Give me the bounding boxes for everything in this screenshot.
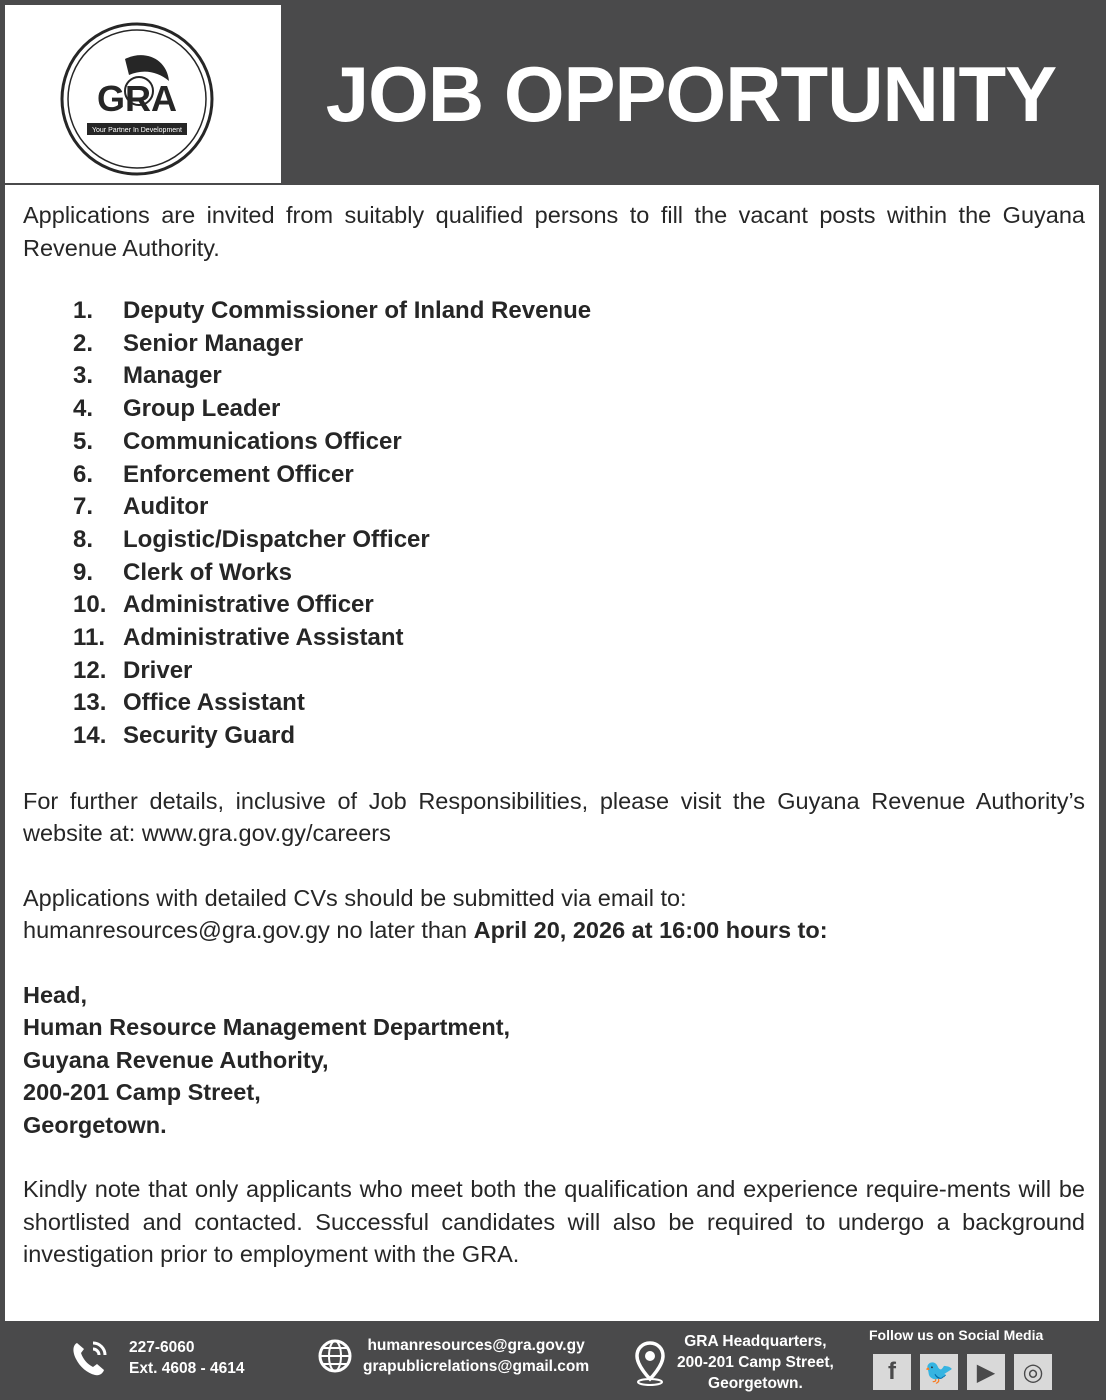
submission-email[interactable]: humanresources@gra.gov.gy: [23, 917, 330, 944]
note-text: Kindly note that only applicants who meet both the qualification and experience require-ments will be shortlisted and contacted. Successful candidates will also be required to undergo a background investigation prior to employment with the GRA.: [23, 1176, 1085, 1268]
job-number: 3.: [73, 362, 94, 390]
logo-tagline: Your Partner In Development: [91, 127, 183, 134]
job-number: 4.: [73, 395, 94, 423]
submission-deadline: April 20, 2026 at 16:00 hours to:: [473, 917, 828, 944]
job-title: Office Assistant: [123, 689, 305, 717]
hq-line3: Georgetown.: [708, 1375, 803, 1392]
hq-line2: 200-201 Camp Street,: [677, 1354, 834, 1371]
phone-number[interactable]: 227-6060: [129, 1339, 195, 1356]
address-line4: 200-201 Camp Street,: [23, 1079, 261, 1106]
hq-block: [633, 1331, 834, 1394]
contact-footer: [3, 1321, 1101, 1394]
facebook-icon[interactable]: f: [873, 1354, 911, 1390]
job-number: 1.: [73, 297, 94, 324]
intro-text: Applications are invited from suitably qualified persons to fill the vacant posts within the Guyana Revenue Authority.: [23, 202, 1085, 261]
job-number: 11.: [73, 624, 106, 652]
footer-email-hr[interactable]: humanresources@gra.gov.gy: [367, 1337, 585, 1354]
job-number: 2.: [73, 329, 94, 357]
job-title: Security Guard: [123, 722, 296, 750]
youtube-icon[interactable]: ▶: [967, 1354, 1005, 1390]
advert-body: [5, 185, 1099, 1321]
job-number: 7.: [73, 493, 94, 521]
logo-letters: GRA: [97, 78, 177, 119]
job-title: Group Leader: [123, 395, 281, 423]
job-item: [73, 622, 1085, 655]
address-line2: Human Resource Management Department,: [23, 1014, 511, 1041]
job-number: 12.: [73, 656, 107, 684]
job-title: Driver: [123, 656, 193, 684]
page-title: JOB OPPORTUNITY: [325, 49, 1057, 138]
job-item: [73, 328, 1085, 361]
job-number: 8.: [73, 525, 94, 553]
location-pin-icon: [633, 1339, 667, 1387]
gra-logo: [57, 19, 217, 179]
social-links: [873, 1354, 1052, 1390]
job-item: [73, 655, 1085, 688]
job-item: [73, 720, 1085, 753]
logo-panel: [5, 5, 281, 183]
hq-line1: GRA Headquarters,: [684, 1333, 827, 1350]
address-line1: Head,: [23, 981, 87, 1008]
job-item: [73, 360, 1085, 393]
job-item: [73, 524, 1085, 557]
job-title: Manager: [123, 362, 222, 390]
footer-email-pr[interactable]: grapublicrelations@gmail.com: [363, 1358, 590, 1375]
address-line3: Guyana Revenue Authority,: [23, 1046, 329, 1073]
job-title: Deputy Commissioner of Inland Revenue: [123, 297, 592, 324]
twitter-icon[interactable]: 🐦: [920, 1354, 958, 1390]
submission-middle: no later than: [329, 917, 474, 944]
job-title: Senior Manager: [123, 329, 304, 357]
mailing-address: [23, 979, 1085, 1142]
email-block: [315, 1335, 589, 1377]
job-list: [23, 295, 1085, 753]
job-title: Auditor: [123, 493, 209, 521]
phone-icon: [67, 1335, 113, 1381]
job-number: 6.: [73, 460, 94, 488]
job-item: [73, 295, 1085, 328]
instagram-icon[interactable]: ◎: [1014, 1354, 1052, 1390]
address-line5: Georgetown.: [23, 1111, 167, 1138]
job-item: [73, 393, 1085, 426]
job-number: 10.: [73, 591, 107, 619]
submission-line1: Applications with detailed CVs should be submitted via email to:: [23, 884, 687, 911]
job-title: Enforcement Officer: [123, 460, 354, 488]
job-title: Administrative Officer: [123, 591, 374, 619]
job-item: [73, 589, 1085, 622]
phone-extension: Ext. 4608 - 4614: [129, 1360, 245, 1377]
submission-text: [23, 882, 1085, 947]
job-title: Logistic/Dispatcher Officer: [123, 525, 430, 553]
job-item: [73, 491, 1085, 524]
job-number: 9.: [73, 558, 94, 586]
job-item: [73, 459, 1085, 492]
job-title: Administrative Assistant: [123, 624, 404, 652]
job-number: 14.: [73, 722, 107, 750]
details-text: For further details, inclusive of Job Responsibilities, please visit the Guyana Revenue Authority’s website at: www.gra.gov.gy/careers: [23, 787, 1085, 847]
job-item: [73, 557, 1085, 590]
phone-block: [67, 1335, 244, 1381]
job-item: [73, 426, 1085, 459]
globe-email-icon: [315, 1336, 355, 1376]
job-number: 5.: [73, 427, 94, 455]
job-number: 13.: [73, 689, 107, 717]
job-advert: [3, 3, 1101, 1394]
job-title: Clerk of Works: [123, 558, 292, 586]
social-title: Follow us on Social Media: [869, 1327, 1044, 1343]
job-title: Communications Officer: [123, 427, 402, 455]
job-item: [73, 687, 1085, 720]
